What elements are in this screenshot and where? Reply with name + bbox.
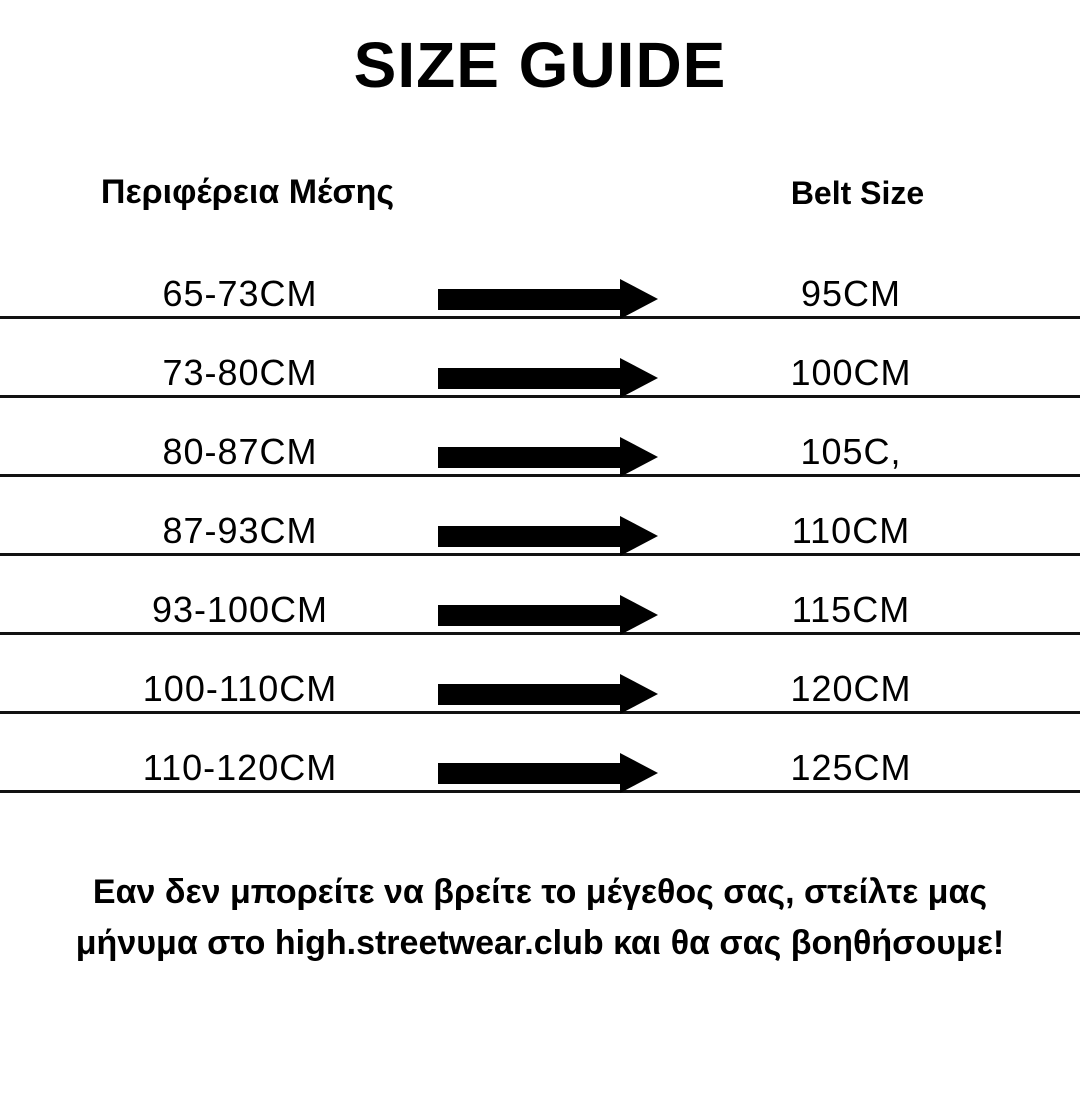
footer-note: Εαν δεν μπορείτε να βρείτε το μέγεθος σας, στείλτε μας μήνυμα στο high.streetwear.club και θα σας βοηθήσουμε! [75, 873, 1005, 963]
arrow-shaft [438, 368, 620, 389]
waist-range: 80-87CM [162, 430, 318, 472]
arrow-head [620, 595, 658, 635]
arrow-head [620, 674, 658, 714]
table-row [0, 714, 1080, 793]
belt-size: 105C, [800, 430, 902, 472]
waist-range: 73-80CM [162, 351, 318, 393]
arrow-head [620, 358, 658, 398]
size-table [0, 240, 1080, 793]
arrow-head [620, 279, 658, 319]
arrow-head [620, 516, 658, 556]
column-header-waist: Περιφέρεια Μέσης [100, 173, 395, 212]
arrow-shaft [438, 684, 620, 705]
arrow-cell [435, 674, 660, 711]
column-header-belt: Belt Size [790, 174, 925, 211]
table-row [0, 319, 1080, 398]
size-guide-page [0, 30, 1080, 1110]
waist-range: 110-120CM [142, 746, 338, 788]
arrow-shaft [438, 289, 620, 310]
arrow-shaft [438, 447, 620, 468]
table-row [0, 240, 1080, 319]
waist-range: 65-73CM [162, 272, 318, 314]
page-title: SIZE GUIDE [353, 29, 727, 101]
belt-size: 95CM [800, 272, 902, 314]
right-arrow-icon [438, 516, 658, 556]
right-arrow-icon [438, 753, 658, 793]
belt-size: 110CM [791, 509, 911, 551]
table-row [0, 398, 1080, 477]
right-arrow-icon [438, 279, 658, 319]
arrow-head [620, 437, 658, 477]
right-arrow-icon [438, 358, 658, 398]
belt-size: 120CM [790, 667, 912, 709]
belt-size: 115CM [791, 588, 911, 630]
table-row [0, 635, 1080, 714]
arrow-cell [435, 753, 660, 790]
arrow-head [620, 753, 658, 793]
waist-range: 100-110CM [142, 667, 338, 709]
waist-range: 87-93CM [162, 509, 318, 551]
belt-size: 125CM [790, 746, 912, 788]
table-row [0, 477, 1080, 556]
arrow-shaft [438, 605, 620, 626]
right-arrow-icon [438, 437, 658, 477]
arrow-shaft [438, 763, 620, 784]
waist-range: 93-100CM [151, 588, 329, 630]
table-row [0, 556, 1080, 635]
right-arrow-icon [438, 595, 658, 635]
arrow-cell [435, 595, 660, 632]
belt-size: 100CM [790, 351, 912, 393]
arrow-cell [435, 516, 660, 553]
arrow-cell [435, 358, 660, 395]
column-headers [0, 172, 1080, 213]
arrow-shaft [438, 526, 620, 547]
arrow-cell [435, 279, 660, 316]
right-arrow-icon [438, 674, 658, 714]
arrow-cell [435, 437, 660, 474]
